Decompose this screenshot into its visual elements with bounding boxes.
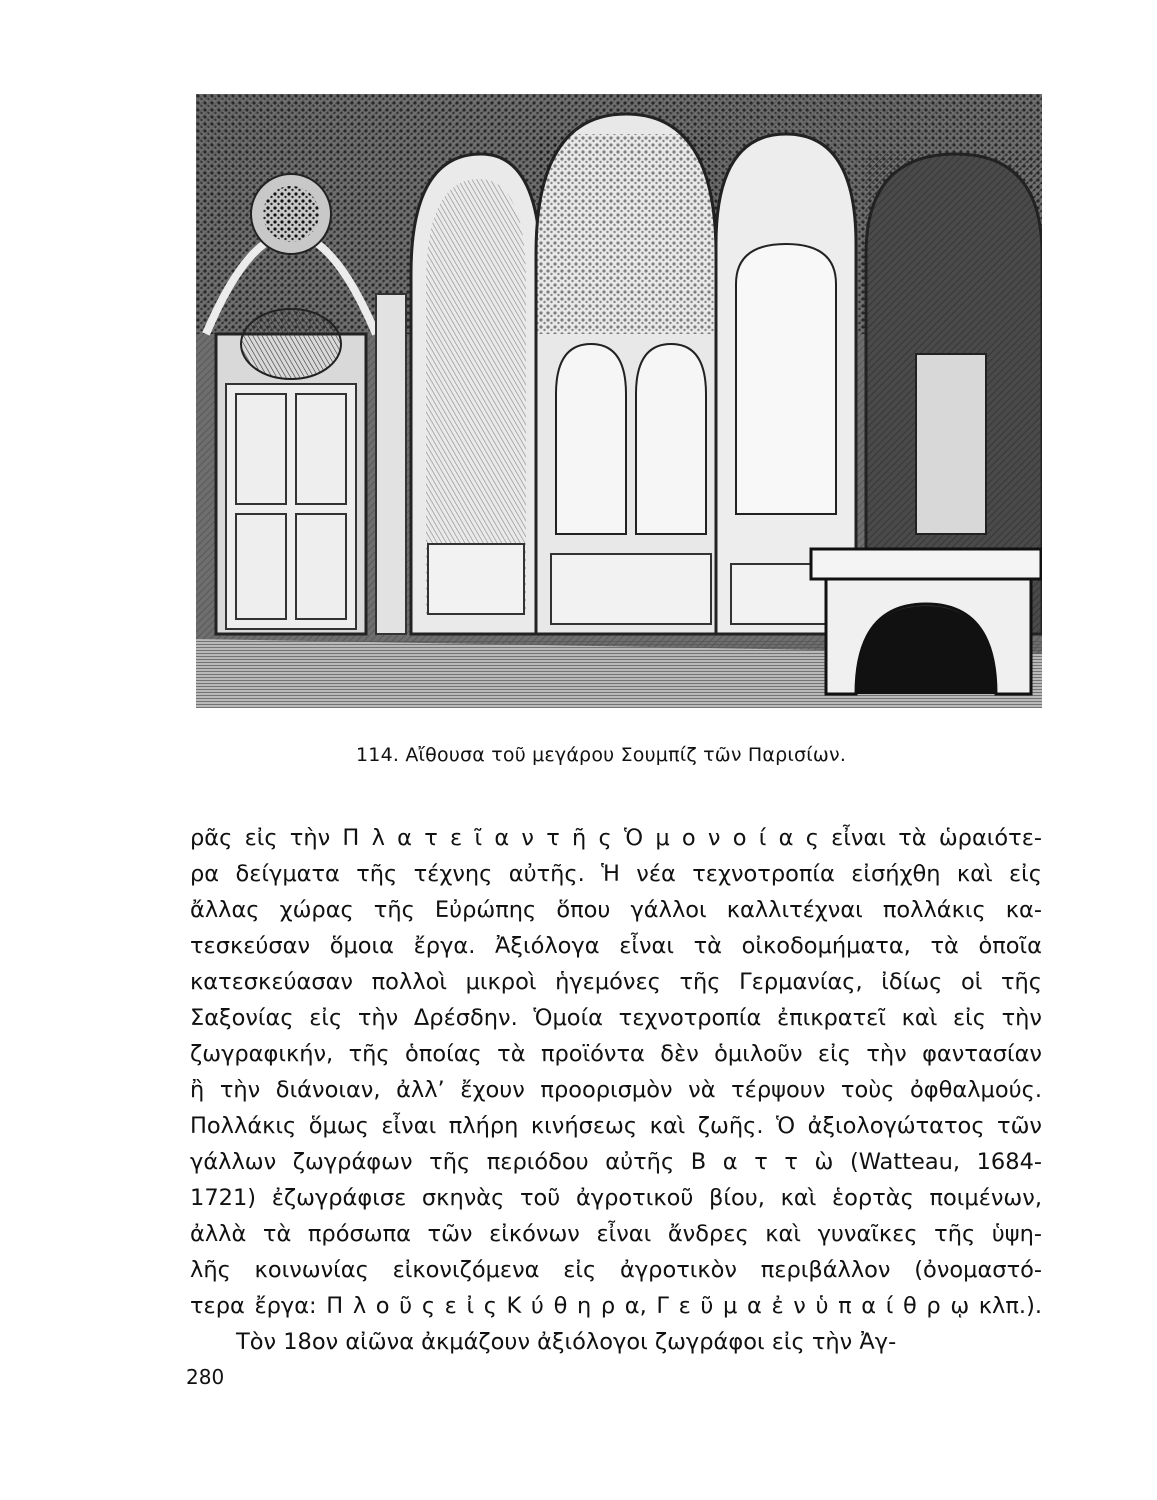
text-line: ζωγραφικήν, τῆς ὁποίας τὰ προϊόντα δὲν ὁμιλοῦν εἰς τὴν φαντασίαν <box>190 1041 1042 1067</box>
engraving-illustration <box>196 94 1042 708</box>
text-line: τερα ἔργα: Π λ ο ῦ ς ε ἰ ς Κ ύ θ η ρ α, Γ ε ῦ μ α ἐ ν ὑ π α ί θ ρ ῳ κλπ.). <box>190 1293 1042 1319</box>
figure-caption <box>356 744 846 766</box>
body-paragraph <box>190 820 1042 1360</box>
text-line: λῆς κοινωνίας εἰκονιζόμενα εἰς ἀγροτικὸν περιβάλλον (ὀνομαστό- <box>190 1257 1042 1283</box>
salon-engraving-drawing <box>196 94 1042 708</box>
text-line: ρᾶς εἰς τὴν Π λ α τ ε ῖ α ν τ ῆ ς Ὁ μ ο ν ο ί α ς εἶναι τὰ ὡραιότε- <box>190 825 1042 851</box>
text-line: κατεσκεύασαν πολλοὶ μικροὶ ἡγεμόνες τῆς Γερμανίας, ἰδίως οἱ τῆς <box>190 969 1042 995</box>
text-line: ἀλλὰ τὰ πρόσωπα τῶν εἰκόνων εἶναι ἄνδρες καὶ γυναῖκες τῆς ὑψη- <box>190 1221 1042 1247</box>
page-number: 280 <box>186 1365 225 1389</box>
text-line: ἢ τὴν διάνοιαν, ἀλλ’ ἔχουν προορισμὸν νὰ τέρψουν τοὺς ὀφθαλμούς. <box>190 1077 1042 1103</box>
text-line: ρα δείγματα τῆς τέχνης αὐτῆς. Ἡ νέα τεχνοτροπία εἰσήχθη καὶ εἰς <box>190 861 1042 887</box>
text-line: 1721) ἐζωγράφισε σκηνὰς τοῦ ἀγροτικοῦ βίου, καὶ ἑορτὰς ποιμένων, <box>190 1185 1042 1211</box>
text-line: γάλλων ζωγράφων τῆς περιόδου αὐτῆς Β α τ τ ὼ (Watteau, 1684- <box>190 1149 1042 1175</box>
text-line: τεσκεύσαν ὅμοια ἔργα. Ἀξιόλογα εἶναι τὰ οἰκοδομήματα, τὰ ὁποῖα <box>190 933 1042 959</box>
figure-number: 114. <box>356 744 400 766</box>
figure-caption-text: Αἴθουσα τοῦ μεγάρου Σουμπίζ τῶν Παρισίων. <box>405 744 847 766</box>
text-line: Πολλάκις ὅμως εἶναι πλήρη κινήσεως καὶ ζωῆς. Ὁ ἀξιολογώτατος τῶν <box>190 1113 1042 1139</box>
text-line: ἄλλας χώρας τῆς Εὐρώπης ὅπου γάλλοι καλλιτέχναι πολλάκις κα- <box>190 897 1042 923</box>
paragraph-start-line: Τὸν 18ον αἰῶνα ἀκμάζουν ἀξιόλογοι ζωγράφοι εἰς τὴν Ἀγ- <box>236 1329 897 1355</box>
text-line: Σαξονίας εἰς τὴν Δρέσδην. Ὁμοία τεχνοτροπία ἐπικρατεῖ καὶ εἰς τὴν <box>190 1005 1042 1031</box>
